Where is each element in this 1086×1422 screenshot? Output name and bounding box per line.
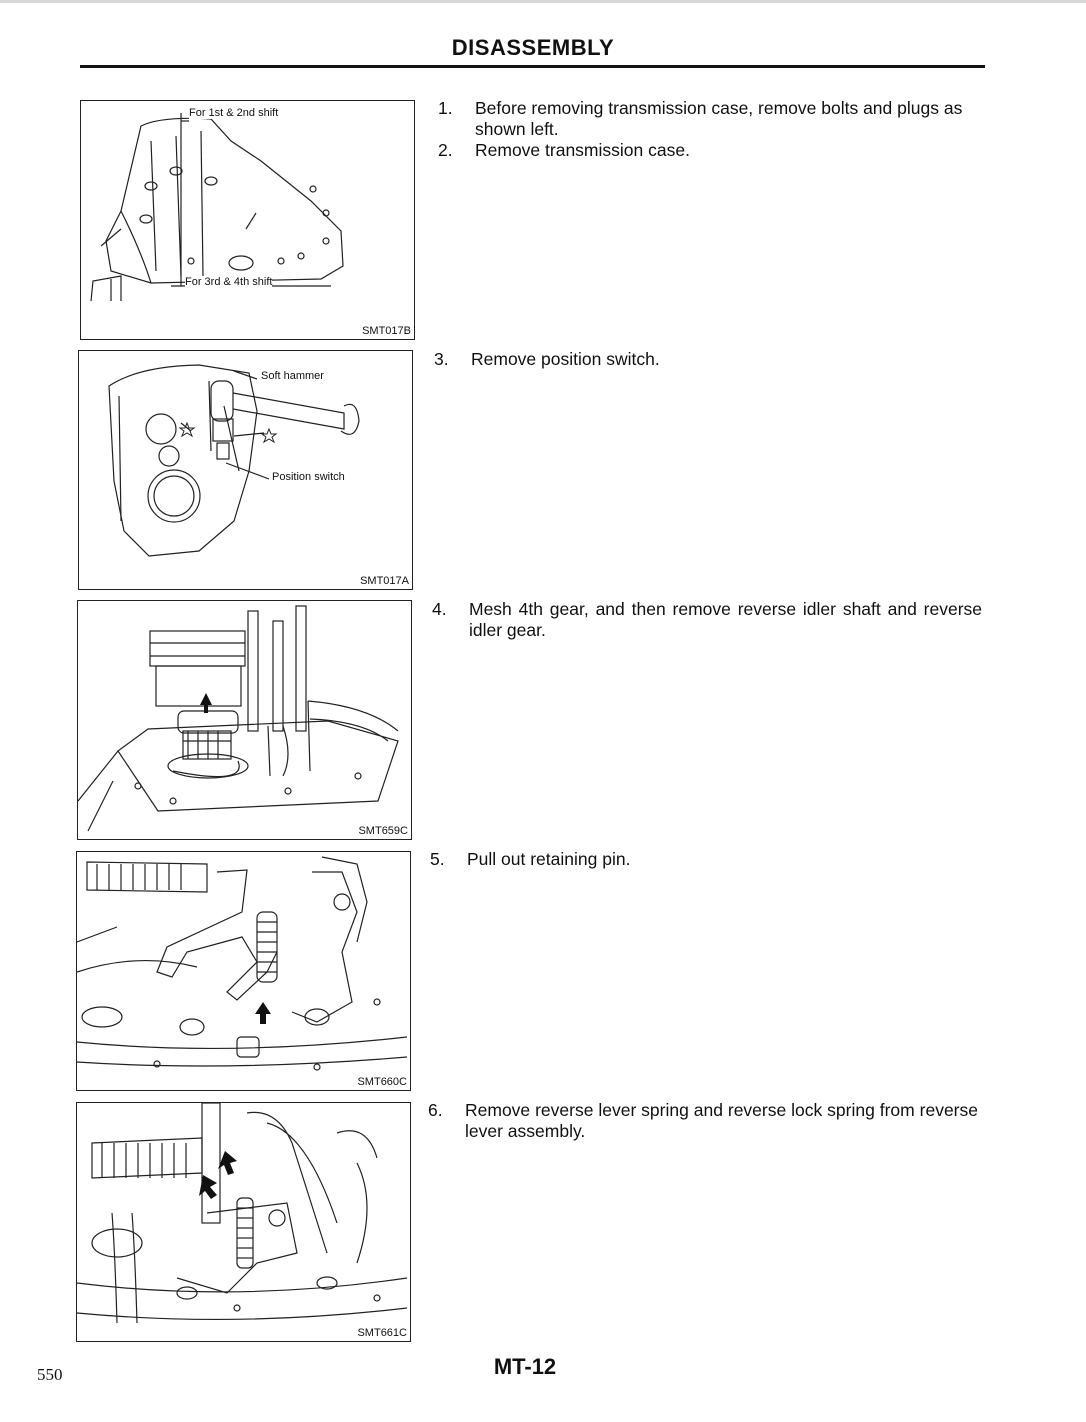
figure-5 <box>76 1102 411 1342</box>
top-edge <box>0 0 1086 3</box>
step-1-text: Before removing transmission case, remove bolts and plugs as shown left. <box>475 98 963 139</box>
section-title: DISASSEMBLY <box>451 35 615 60</box>
figure-3 <box>77 600 412 840</box>
title-rule <box>80 65 985 68</box>
figure-1-callout-1: For 1st & 2nd shift <box>189 107 279 119</box>
step-6-number: 6. <box>428 1100 443 1120</box>
figure-3-code: SMT659C <box>358 825 408 837</box>
step-1-number: 1. <box>438 98 453 118</box>
figure-3-illustration <box>78 601 411 839</box>
figure-2-callout-1: Soft hammer <box>261 370 324 382</box>
figure-2 <box>78 350 413 590</box>
figure-1-illustration <box>81 101 414 339</box>
figure-1 <box>80 100 415 340</box>
figure-2-code: SMT017A <box>360 575 409 587</box>
step-4-text: Mesh 4th gear, and then remove reverse idler shaft and reverse idler gear. <box>469 599 982 640</box>
step-3-text: Remove position switch. <box>471 349 660 369</box>
figure-4-illustration <box>77 852 410 1090</box>
step-3-number: 3. <box>434 349 449 369</box>
step-5-number: 5. <box>430 849 445 869</box>
figure-2-illustration <box>79 351 412 589</box>
section-code: MT-12 <box>493 1354 557 1379</box>
figure-1-code: SMT017B <box>362 325 411 337</box>
figure-2-callout-2: Position switch <box>272 471 345 483</box>
step-2-number: 2. <box>438 140 453 160</box>
step-6-text: Remove reverse lever spring and reverse lock spring from reverse lever assembly. <box>465 1100 978 1141</box>
step-5-text: Pull out retaining pin. <box>467 849 631 869</box>
figure-4 <box>76 851 411 1091</box>
figure-5-code: SMT661C <box>357 1327 407 1339</box>
step-4-number: 4. <box>432 599 447 619</box>
page-number: 550 <box>37 1365 63 1384</box>
figure-1-callout-2: For 3rd & 4th shift <box>185 276 273 288</box>
figure-5-illustration <box>77 1103 410 1341</box>
step-2-text: Remove transmission case. <box>475 140 690 160</box>
figure-4-code: SMT660C <box>357 1076 407 1088</box>
